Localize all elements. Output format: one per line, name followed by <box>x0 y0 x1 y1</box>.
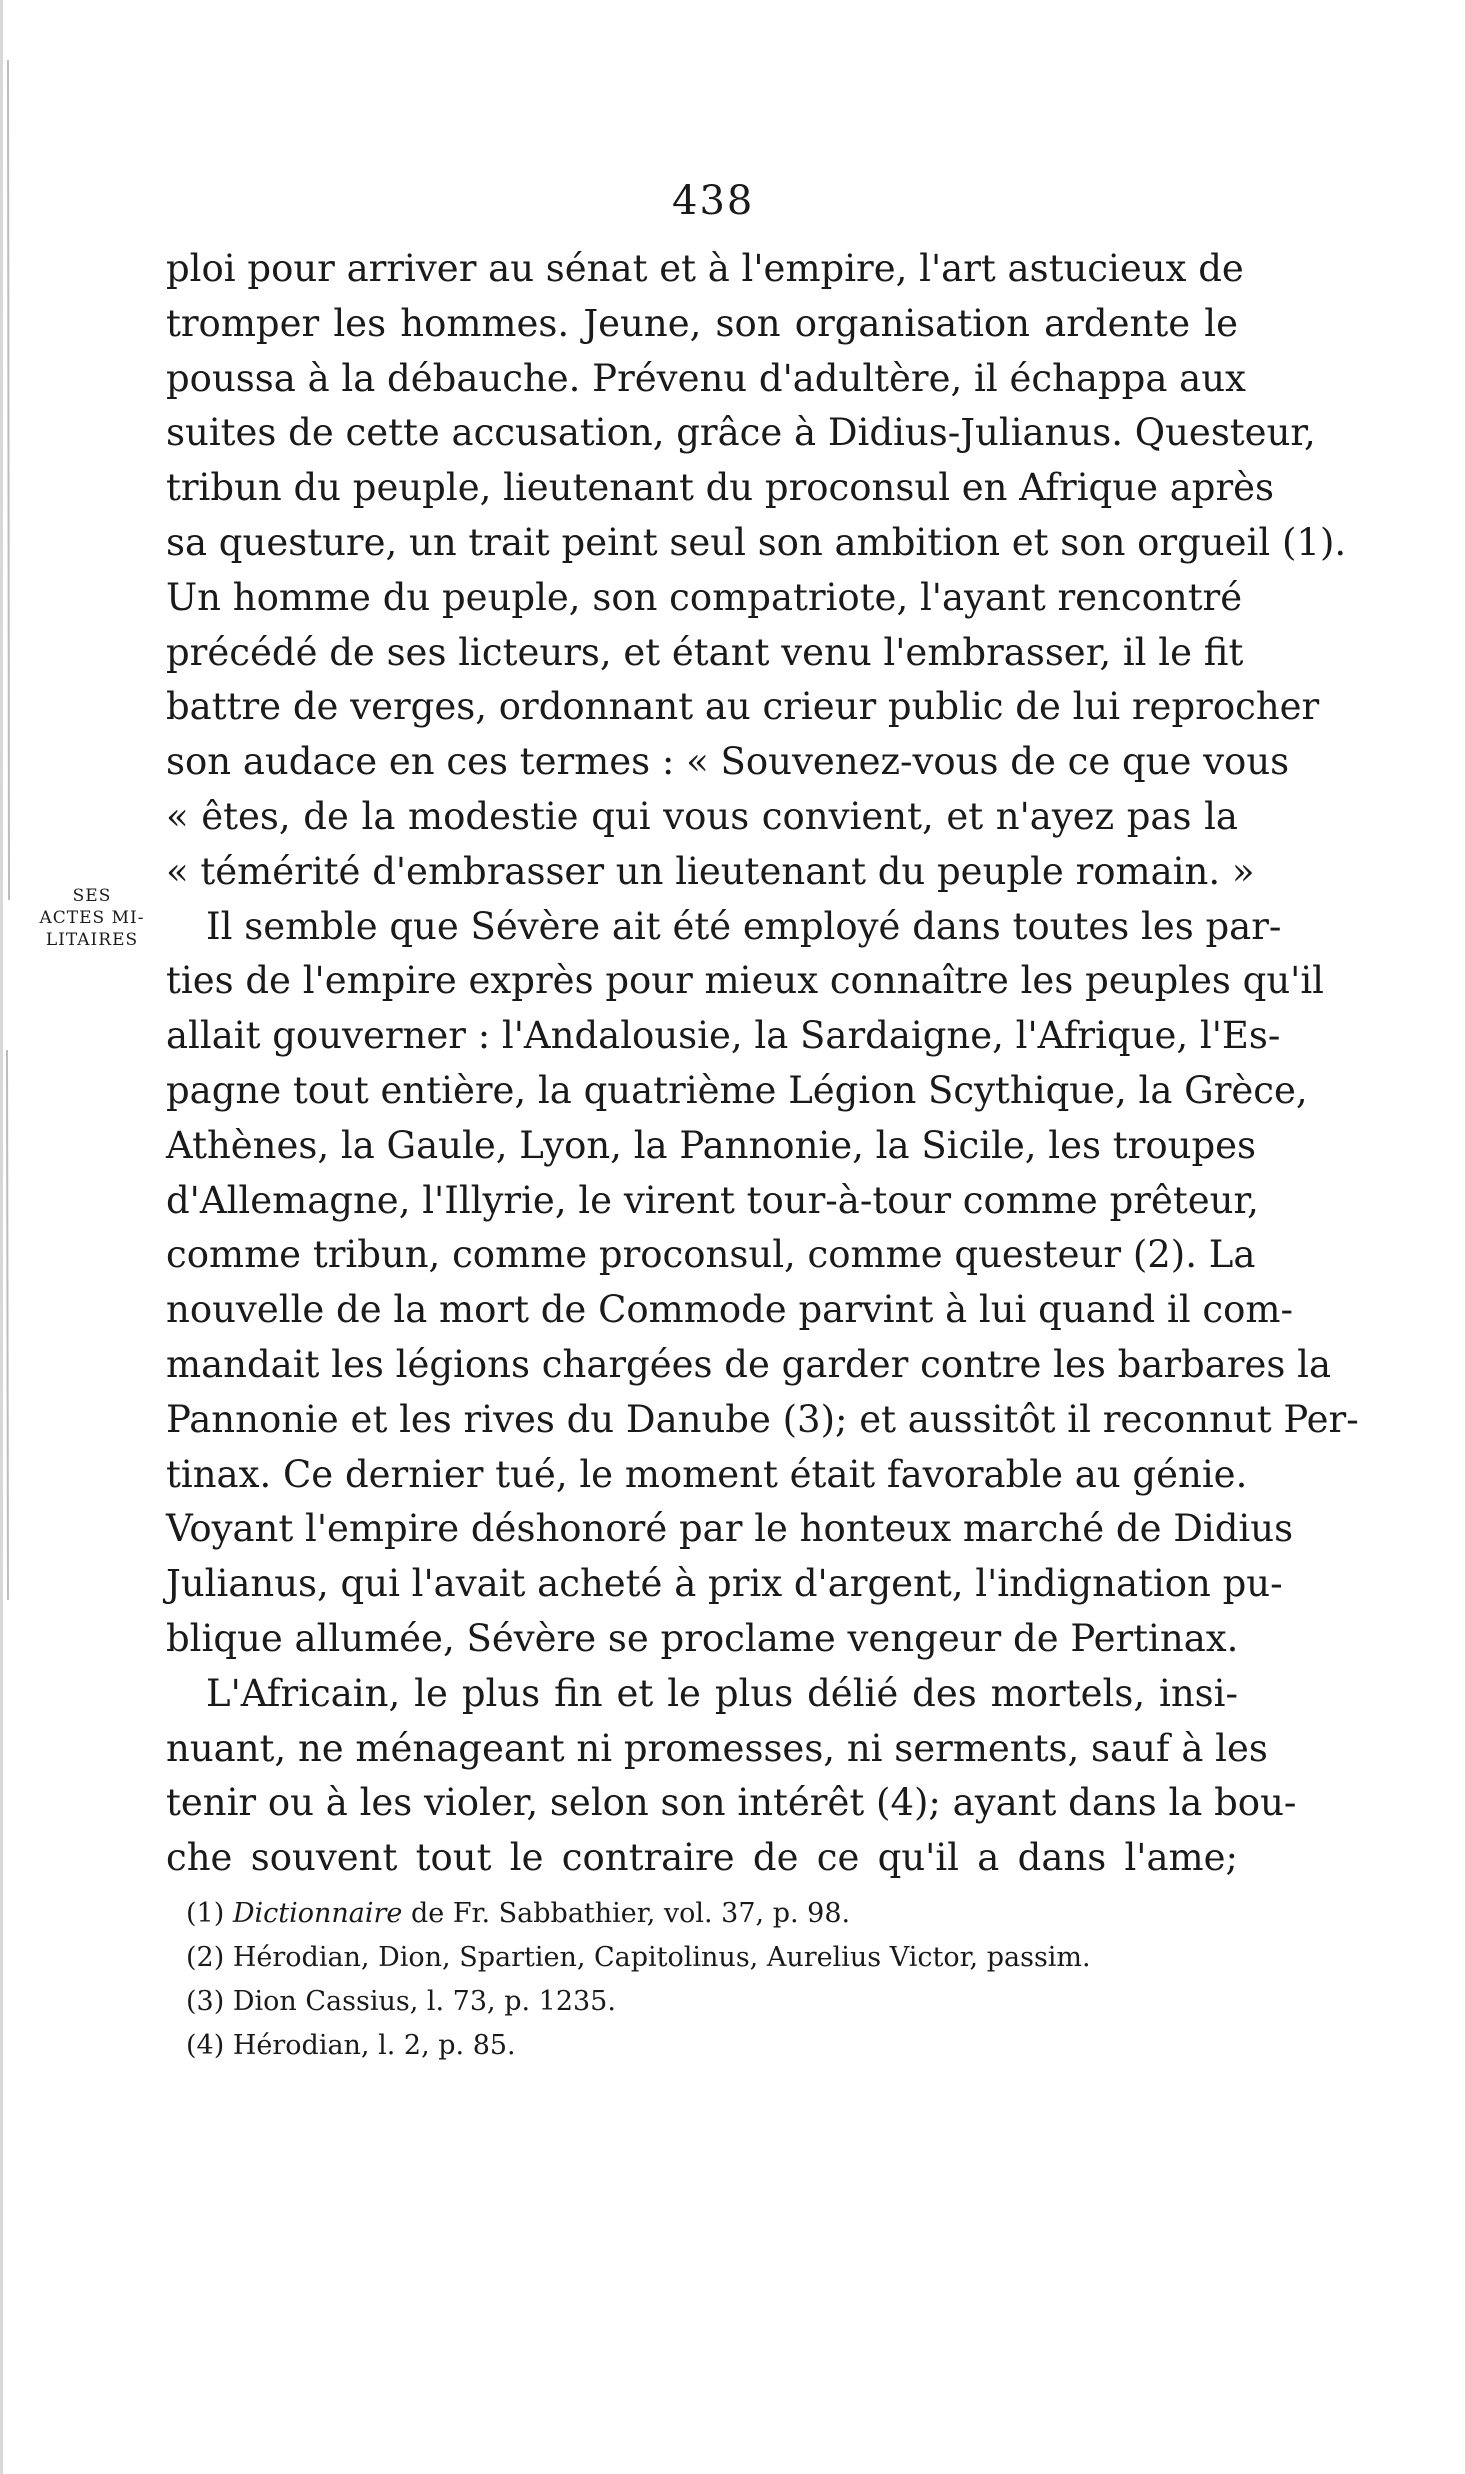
text-line: comme tribun, comme proconsul, comme questeur (2). La <box>166 1233 1256 1277</box>
text-line: sa questure, un trait peint seul son ambition et son orgueil (1). <box>166 520 1347 564</box>
text-line: « témérité d'embrasser un lieutenant du peuple romain. » <box>166 849 1255 893</box>
footnote-mark: (3) <box>186 1986 225 2017</box>
text-line: allait gouverner : l'Andalousie, la Sardaigne, l'Afrique, l'Es- <box>166 1014 1281 1058</box>
text-line: Julianus, qui l'avait acheté à prix d'argent, l'indignation pu- <box>166 1562 1283 1606</box>
text-line: Il semble que Sévère ait été employé dans toutes les par- <box>206 904 1282 948</box>
footnote-text: de Fr. Sabbathier, vol. 37, p. 98. <box>402 1898 851 1929</box>
text-line: poussa à la débauche. Prévenu d'adultère, il échappa aux <box>166 356 1246 400</box>
footnote-text: Hérodian, Dion, Spartien, Capitolinus, Aurelius Victor, passim. <box>232 1942 1091 1973</box>
footnote-mark: (1) <box>186 1898 225 1929</box>
text-line: Un homme du peuple, son compatriote, l'ayant rencontré <box>166 575 1243 619</box>
text-line: tribun du peuple, lieutenant du proconsul en Afrique après <box>166 466 1275 510</box>
margin-note <box>32 885 152 951</box>
text-line: d'Allemagne, l'Illyrie, le virent tour-à-tour comme prêteur, <box>166 1178 1259 1222</box>
footnote-mark: (2) <box>186 1942 225 1973</box>
footnote <box>186 1980 1186 2024</box>
text-line: « êtes, de la modestie qui vous convient, et n'ayez pas la <box>166 794 1238 838</box>
footnote <box>186 1892 1186 1936</box>
text-line: L'Africain, le plus fin et le plus délié des mortels, insi- <box>206 1671 1238 1715</box>
text-line: che souvent tout le contraire de ce qu'il a dans l'ame; <box>166 1836 1238 1880</box>
footnote-text: Dion Cassius, l. 73, p. 1235. <box>232 1986 616 2017</box>
footnote <box>186 2024 1186 2068</box>
footnote-mark: (4) <box>186 2030 225 2061</box>
text-line: Athènes, la Gaule, Lyon, la Pannonie, la Sicile, les troupes <box>166 1123 1257 1167</box>
margin-note-line: ACTES MI- <box>39 908 145 928</box>
text-line: ploi pour arriver au sénat et à l'empire, l'art astucieux de <box>166 247 1244 290</box>
text-line: ties de l'empire exprès pour mieux connaître les peuples qu'il <box>166 959 1325 1003</box>
footnote <box>186 1936 1186 1980</box>
text-line: précédé de ses licteurs, et étant venu l'embrasser, il le fit <box>166 630 1244 674</box>
text-line: nouvelle de la mort de Commode parvint à lui quand il com- <box>166 1288 1294 1332</box>
footnote-text: Hérodian, l. 2, p. 85. <box>232 2030 516 2061</box>
text-line: tenir ou à les violer, selon son intérêt (4); ayant dans la bou- <box>166 1781 1297 1825</box>
footnotes <box>186 1892 1186 2068</box>
text-line: nuant, ne ménageant ni promesses, ni serments, sauf à les <box>166 1726 1268 1770</box>
margin-note-line: LITAIRES <box>45 930 139 950</box>
text-line: Voyant l'empire déshonoré par le honteux marché de Didius <box>166 1507 1294 1551</box>
text-line: battre de verges, ordonnant au crieur public de lui reprocher <box>166 685 1320 729</box>
text-line: son audace en ces termes : « Souvenez-vous de ce que vous <box>166 740 1290 784</box>
page-number: 438 <box>672 178 755 224</box>
text-line: blique allumée, Sévère se proclame vengeur de Pertinax. <box>166 1616 1239 1660</box>
text-line: Pannonie et les rives du Danube (3); et aussitôt il reconnut Per- <box>166 1397 1359 1441</box>
text-line: pagne tout entière, la quatrième Légion Scythique, la Grèce, <box>166 1068 1308 1112</box>
margin-note-line: SES <box>72 886 112 906</box>
text-line: mandait les légions chargées de garder contre les barbares la <box>166 1342 1332 1386</box>
page-edge-shadow <box>0 0 14 2474</box>
footnote-title: Dictionnaire <box>232 1898 403 1929</box>
text-line: tromper les hommes. Jeune, son organisation ardente le <box>166 301 1238 345</box>
text-line: suites de cette accusation, grâce à Didius-Julianus. Questeur, <box>166 411 1316 455</box>
body-text <box>166 242 1359 1886</box>
text-line: tinax. Ce dernier tué, le moment était favorable au génie. <box>166 1452 1248 1496</box>
